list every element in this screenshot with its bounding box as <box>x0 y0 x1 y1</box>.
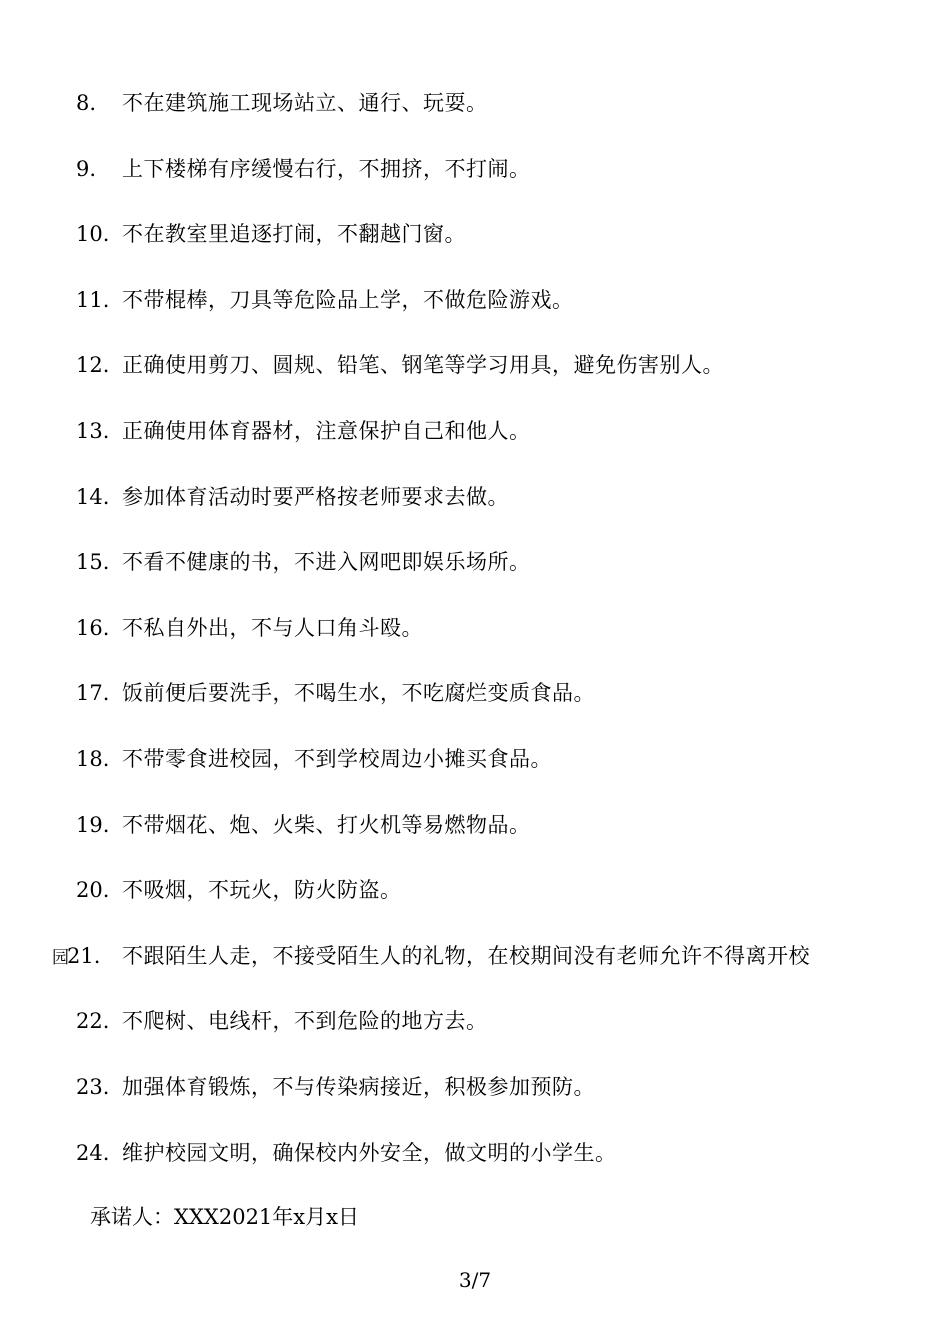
rule-text: 正确使用体育器材，注意保护自己和他人。 <box>122 418 531 443</box>
rule-number: 19. <box>76 812 110 837</box>
rule-item <box>0 804 950 870</box>
rule-item <box>0 1066 950 1132</box>
rule-item <box>0 344 950 410</box>
rule-number: 18. <box>76 746 110 771</box>
rule-number: 12. <box>76 353 110 378</box>
rule-number: 11. <box>76 287 110 312</box>
rule-text: 参加体育活动时要严格按老师要求去做。 <box>122 484 509 509</box>
rule-text: 加强体育锻炼，不与传染病接近，积极参加预防。 <box>122 1074 595 1099</box>
rule-item <box>0 213 950 279</box>
rule-text: 不带棍棒，刀具等危险品上学，不做危险游戏。 <box>122 287 574 312</box>
rule-item <box>0 607 950 673</box>
rule-text: 不带烟花、炮、火柴、打火机等易燃物品。 <box>122 812 531 837</box>
rule-text: 不吸烟，不玩火，防火防盗。 <box>122 878 402 903</box>
rule-item <box>0 148 950 214</box>
rule-item <box>0 738 950 804</box>
signature-line: 承诺人：XXX2021年x月x日 <box>90 1205 359 1229</box>
rule-number: 13. <box>76 418 110 443</box>
rule-text: 不带零食进校园，不到学校周边小摊买食品。 <box>122 746 552 771</box>
rule-number: 23. <box>76 1074 110 1099</box>
rule-item <box>0 279 950 345</box>
rule-text: 正确使用剪刀、圆规、铅笔、钢笔等学习用具，避免伤害别人。 <box>122 353 724 378</box>
rule-item <box>0 410 950 476</box>
rule-text: 不看不健康的书，不进入网吧即娱乐场所。 <box>122 550 531 575</box>
rule-text: 不跟陌生人走，不接受陌生人的礼物，在校期间没有老师允许不得离开校 <box>122 943 810 968</box>
rule-text: 不在教室里追逐打闹，不翻越门窗。 <box>122 222 466 247</box>
rule-item <box>0 1000 950 1066</box>
rule-number: 17. <box>76 681 110 706</box>
rule-item <box>0 82 950 148</box>
rule-text: 不爬树、电线杆，不到危险的地方去。 <box>122 1009 488 1034</box>
rule-text: 维护校园文明，确保校内外安全，做文明的小学生。 <box>122 1140 617 1165</box>
rule-number: 20. <box>76 878 110 903</box>
wrapped-tail-char: 园 <box>52 947 67 968</box>
rule-item <box>0 541 950 607</box>
rule-text: 不在建筑施工现场站立、通行、玩耍。 <box>122 91 488 115</box>
page-number: 3/7 <box>458 1268 492 1292</box>
rule-number: 24. <box>76 1140 110 1165</box>
rule-number: 16. <box>76 615 110 640</box>
rule-text: 饭前便后要洗手，不喝生水，不吃腐烂变质食品。 <box>122 681 595 706</box>
rule-number: 8. <box>76 91 97 115</box>
rule-number: 15. <box>76 550 110 575</box>
rule-text: 不私自外出，不与人口角斗殴。 <box>122 615 423 640</box>
rule-number <box>52 935 100 979</box>
safety-rules-list <box>0 82 950 1197</box>
rule-number: 14. <box>76 484 110 509</box>
rule-number: 22. <box>76 1009 110 1034</box>
rule-number: 9. <box>76 156 97 181</box>
rule-item <box>0 869 950 935</box>
rule-number: 10. <box>76 222 110 247</box>
rule-number-value: 21. <box>67 943 101 968</box>
rule-text: 上下楼梯有序缓慢右行，不拥挤，不打闹。 <box>122 156 531 181</box>
rule-item <box>0 476 950 542</box>
rule-item <box>0 672 950 738</box>
rule-item <box>0 1132 950 1198</box>
rule-item <box>0 935 950 1001</box>
